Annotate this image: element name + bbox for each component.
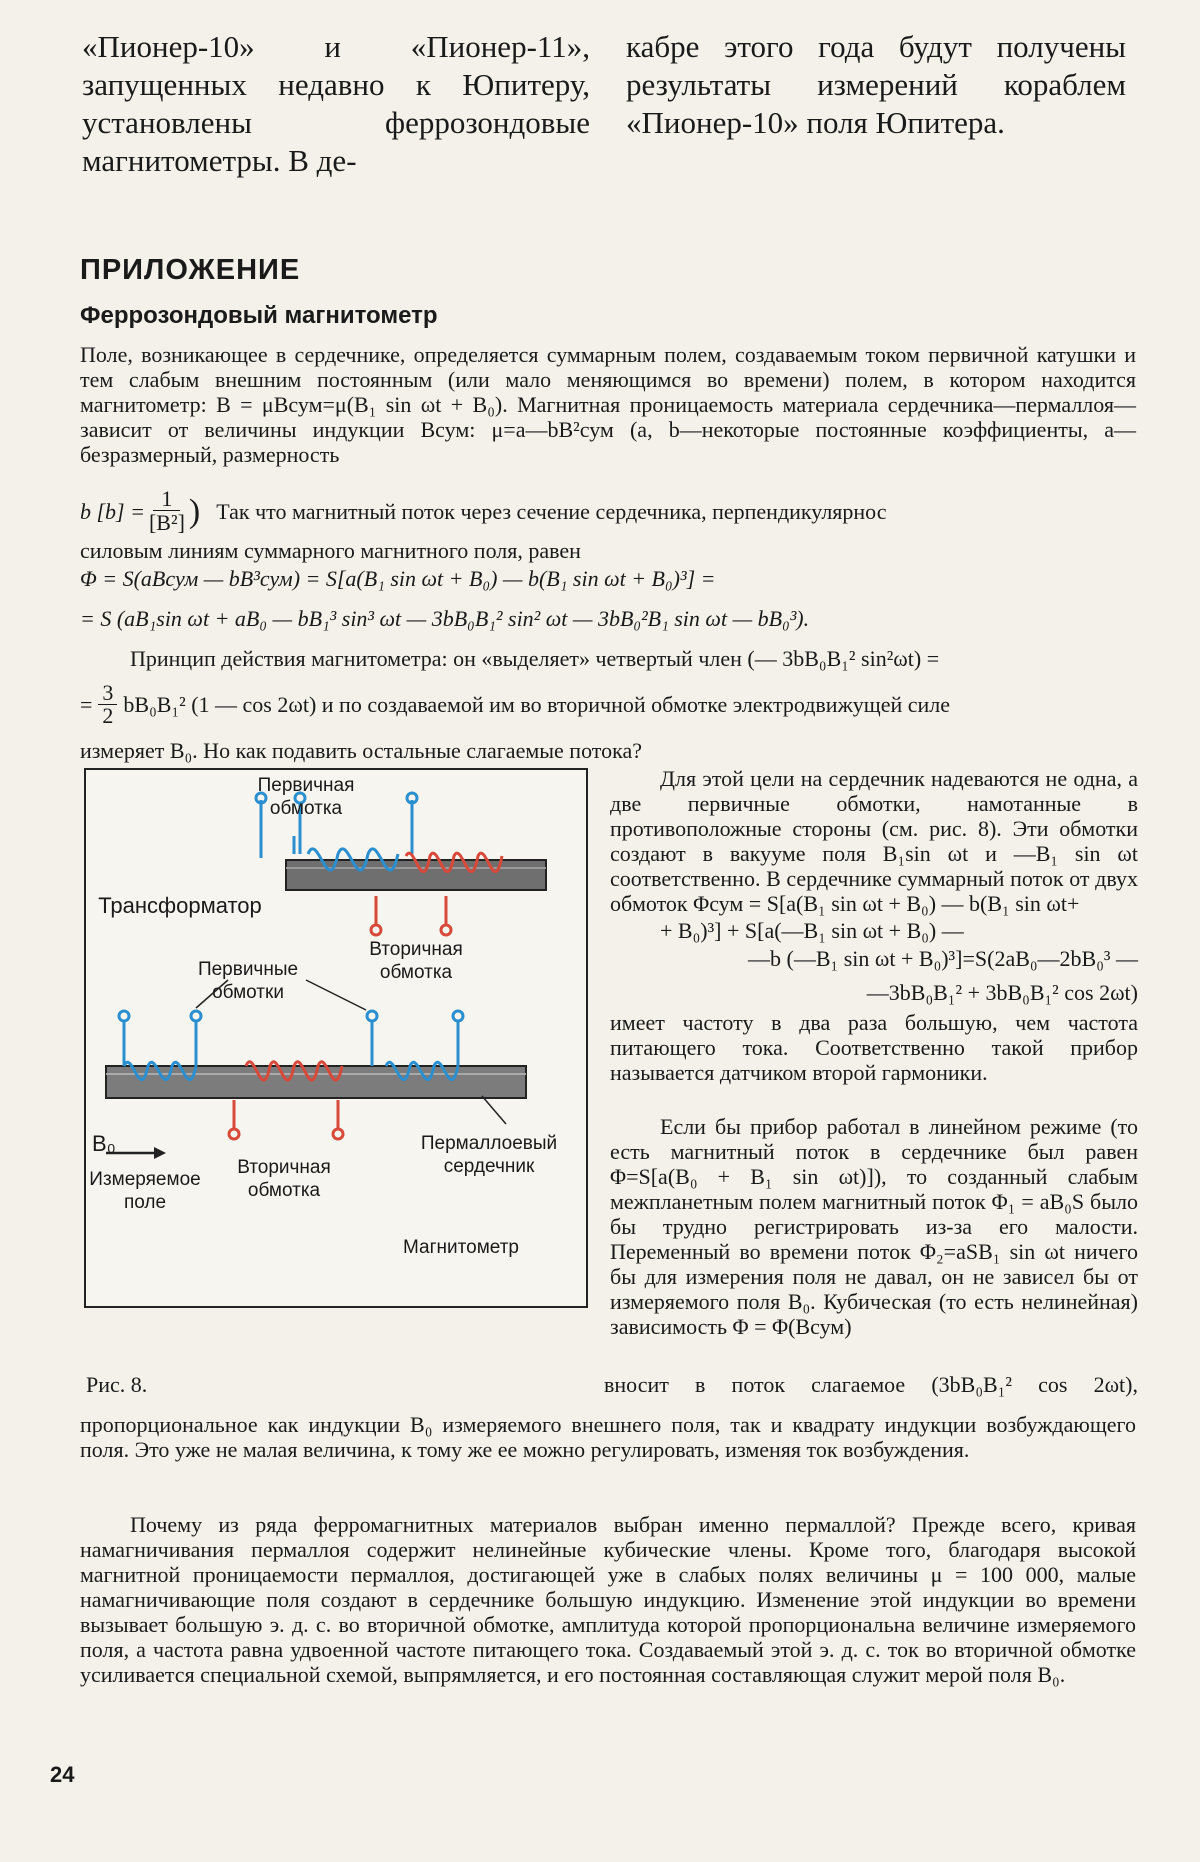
- label-measured-field: Измеряемое поле: [89, 1169, 201, 1213]
- principle-frac-den: 2: [102, 703, 114, 728]
- top-left-text: «Пионер-10» и «Пионер-11», запущенных недавно к Юпитеру, установлены феррозондовые магнитометры. В де-: [82, 29, 590, 178]
- power-line: силовым линиям суммарного магнитного поля, равен: [80, 538, 581, 563]
- right-eq-c: —3bB₀B₁² + 3bB₀B₁² cos 2ωt): [866, 980, 1138, 1005]
- principle-line-1: Принцип действия магнитометра: он «выделяет» четвертый член (— 3bB₀B₁² sin²ωt) =: [130, 646, 940, 671]
- subsection-heading: Феррозондовый магнитометр: [80, 302, 438, 329]
- right-eq-b: —b (—B₁ sin ωt + B₀)³]=S(2aB₀—2bB₀³ —: [748, 946, 1138, 971]
- principle-fraction: [98, 682, 117, 727]
- b-dim-num: 1: [153, 488, 180, 511]
- label-primary-winding: Первичная обмотка: [257, 775, 355, 819]
- b-dim-tail: Так что магнитный поток через сечение сердечника, перпендикулярнос: [216, 498, 887, 524]
- label-b0: B₀: [92, 1131, 116, 1156]
- label-magnetometer: Магнитометр: [403, 1237, 519, 1258]
- right-para-1: Для этой цели на сердечник надеваются не одна, а две первичные обмотки, намотанные в противоположные стороны (см. рис. 8). Эти обмотки создают в вакууме поля B₁sin ωt и —B₁ sin ωt соответственно. В сердечнике суммарный поток от двух обмоток Φсум = S[a(B₁ sin ωt + B₀) — b(B₁ sin ωt+: [610, 766, 1138, 916]
- b-dim-lhs: b [b] =: [80, 498, 145, 524]
- figure-8: [84, 768, 588, 1308]
- right-para-3: Если бы прибор работал в линейном режиме (то есть магнитный поток в сердечнике был равен Φ=S[a(B₀ + B₁ sin ωt)]), то созданный слабым межпланетным полем магнитный поток Φ₁ = aB₀S было бы трудно регистрировать из-за его малости. Переменный во времени поток Φ₂=aSB₁ sin ωt ничего бы для измерения поля не давал, он не зависел бы от измеряемого поля B₀. Кубическая (то есть нелинейная) зависимость Φ = Φ(Bсум): [610, 1114, 1138, 1339]
- intro-paragraph: Поле, возникающее в сердечнике, определяется суммарным полем, создаваемым током первичной катушки и тем слабым внешним постоянным (или мало меняющимся во времени) полем, в котором находится магнитометр: B = μBсум=μ(B₁ sin ωt + B₀). Магнитная проницаемость материала сердечника—пермаллоя—зависит от величины индукции Bсум: μ=a—bB²сум (a, b—некоторые постоянные коэффициенты, a—безразмерный, размерность: [80, 342, 1136, 467]
- b-dimension-line: b [b] = $\frac{1}{\text{[B²]}}$ ) Так что магнитный поток через сечение сердечника, перпендикулярнос: [80, 486, 887, 535]
- right-para-2: имеет частоту в два раза большую, чем частота питающего тока. Соответственно такой прибор называется датчиком второй гармоники.: [610, 1010, 1138, 1085]
- principle-frac-num: 3: [98, 682, 117, 705]
- section-heading: ПРИЛОЖЕНИЕ: [80, 254, 301, 286]
- label-primaries: Первичные обмотки: [197, 959, 299, 1003]
- label-secondary-top: Вторичная обмотка: [369, 939, 463, 983]
- principle-line-2: = $\frac{3}{2}$ bB₀B₁² (1 — cos 2ωt) и по создаваемой им во вторичной обмотке электродвижущей силе: [80, 680, 951, 728]
- bottom-para-2: Почему из ряда ферромагнитных материалов выбран именно пермаллой? Прежде всего, кривая намагничивания пермаллоя содержит нелинейные кубические члены. Кроме того, благодаря высокой магнитной проницаемости пермаллоя, достигающей уже в слабых полях величины μ = 100 000, малые намагничивающие поля создают в сердечнике большую индукцию. Изменение этой индукции во времени вызывает большую э. д. с. во вторичной обмотке, амплитуда которой пропорциональна величине измеряемого поля, а частота равна удвоенной частоте питающего тока. Создаваемый этой э. д. с. ток во вторичной обмотке усиливается специальной схемой, выпрямляется, и его постоянная составляющая служит мерой поля B₀.: [80, 1512, 1136, 1687]
- figure-caption: Рис. 8.: [86, 1372, 148, 1397]
- bottom-para-1: пропорциональное как индукции B₀ измеряемого внешнего поля, так и квадрату индукции возбуждающего поля. Это уже не малая величина, к тому же ее можно регулировать, изменяя ток возбуждения.: [80, 1412, 1136, 1462]
- label-secondary-bottom: Вторичная обмотка: [237, 1157, 331, 1201]
- principle-line-2-text: bB₀B₁² (1 — cos 2ωt) и по создаваемой им во вторичной обмотке электродвижущей силе: [123, 691, 951, 717]
- right-eq-a: + B₀)³] + S[a(—B₁ sin ωt + B₀) —: [660, 918, 964, 943]
- page-number: 24: [50, 1762, 75, 1787]
- label-transformer: Трансформатор: [98, 893, 262, 918]
- principle-line-3: измеряет B₀. Но как подавить остальные слагаемые потока?: [80, 738, 642, 763]
- b-dim-fraction: [149, 488, 185, 535]
- equation-1: Φ = S(aBсум — bB³сум) = S[a(B₁ sin ωt + B₀) — b(B₁ sin ωt + B₀)³] =: [80, 566, 716, 591]
- right-para-3-last: вносит в поток слагаемое (3bB₀B₁² cos 2ωt),: [604, 1372, 1138, 1397]
- top-right-text: кабре этого года будут получены результаты измерений кораблем «Пионер-10» поля Юпитера.: [626, 29, 1126, 140]
- label-core: Пермаллоевый сердечник: [420, 1133, 558, 1177]
- equation-2: = S (aB₁sin ωt + aB₀ — bB₁³ sin³ ωt — 3bB₀B₁² sin² ωt — 3bB₀²B₁ sin ωt — bB₀³).: [80, 606, 810, 631]
- figure-drawing: [86, 770, 586, 1306]
- b-dim-den: [B²]: [148, 510, 185, 535]
